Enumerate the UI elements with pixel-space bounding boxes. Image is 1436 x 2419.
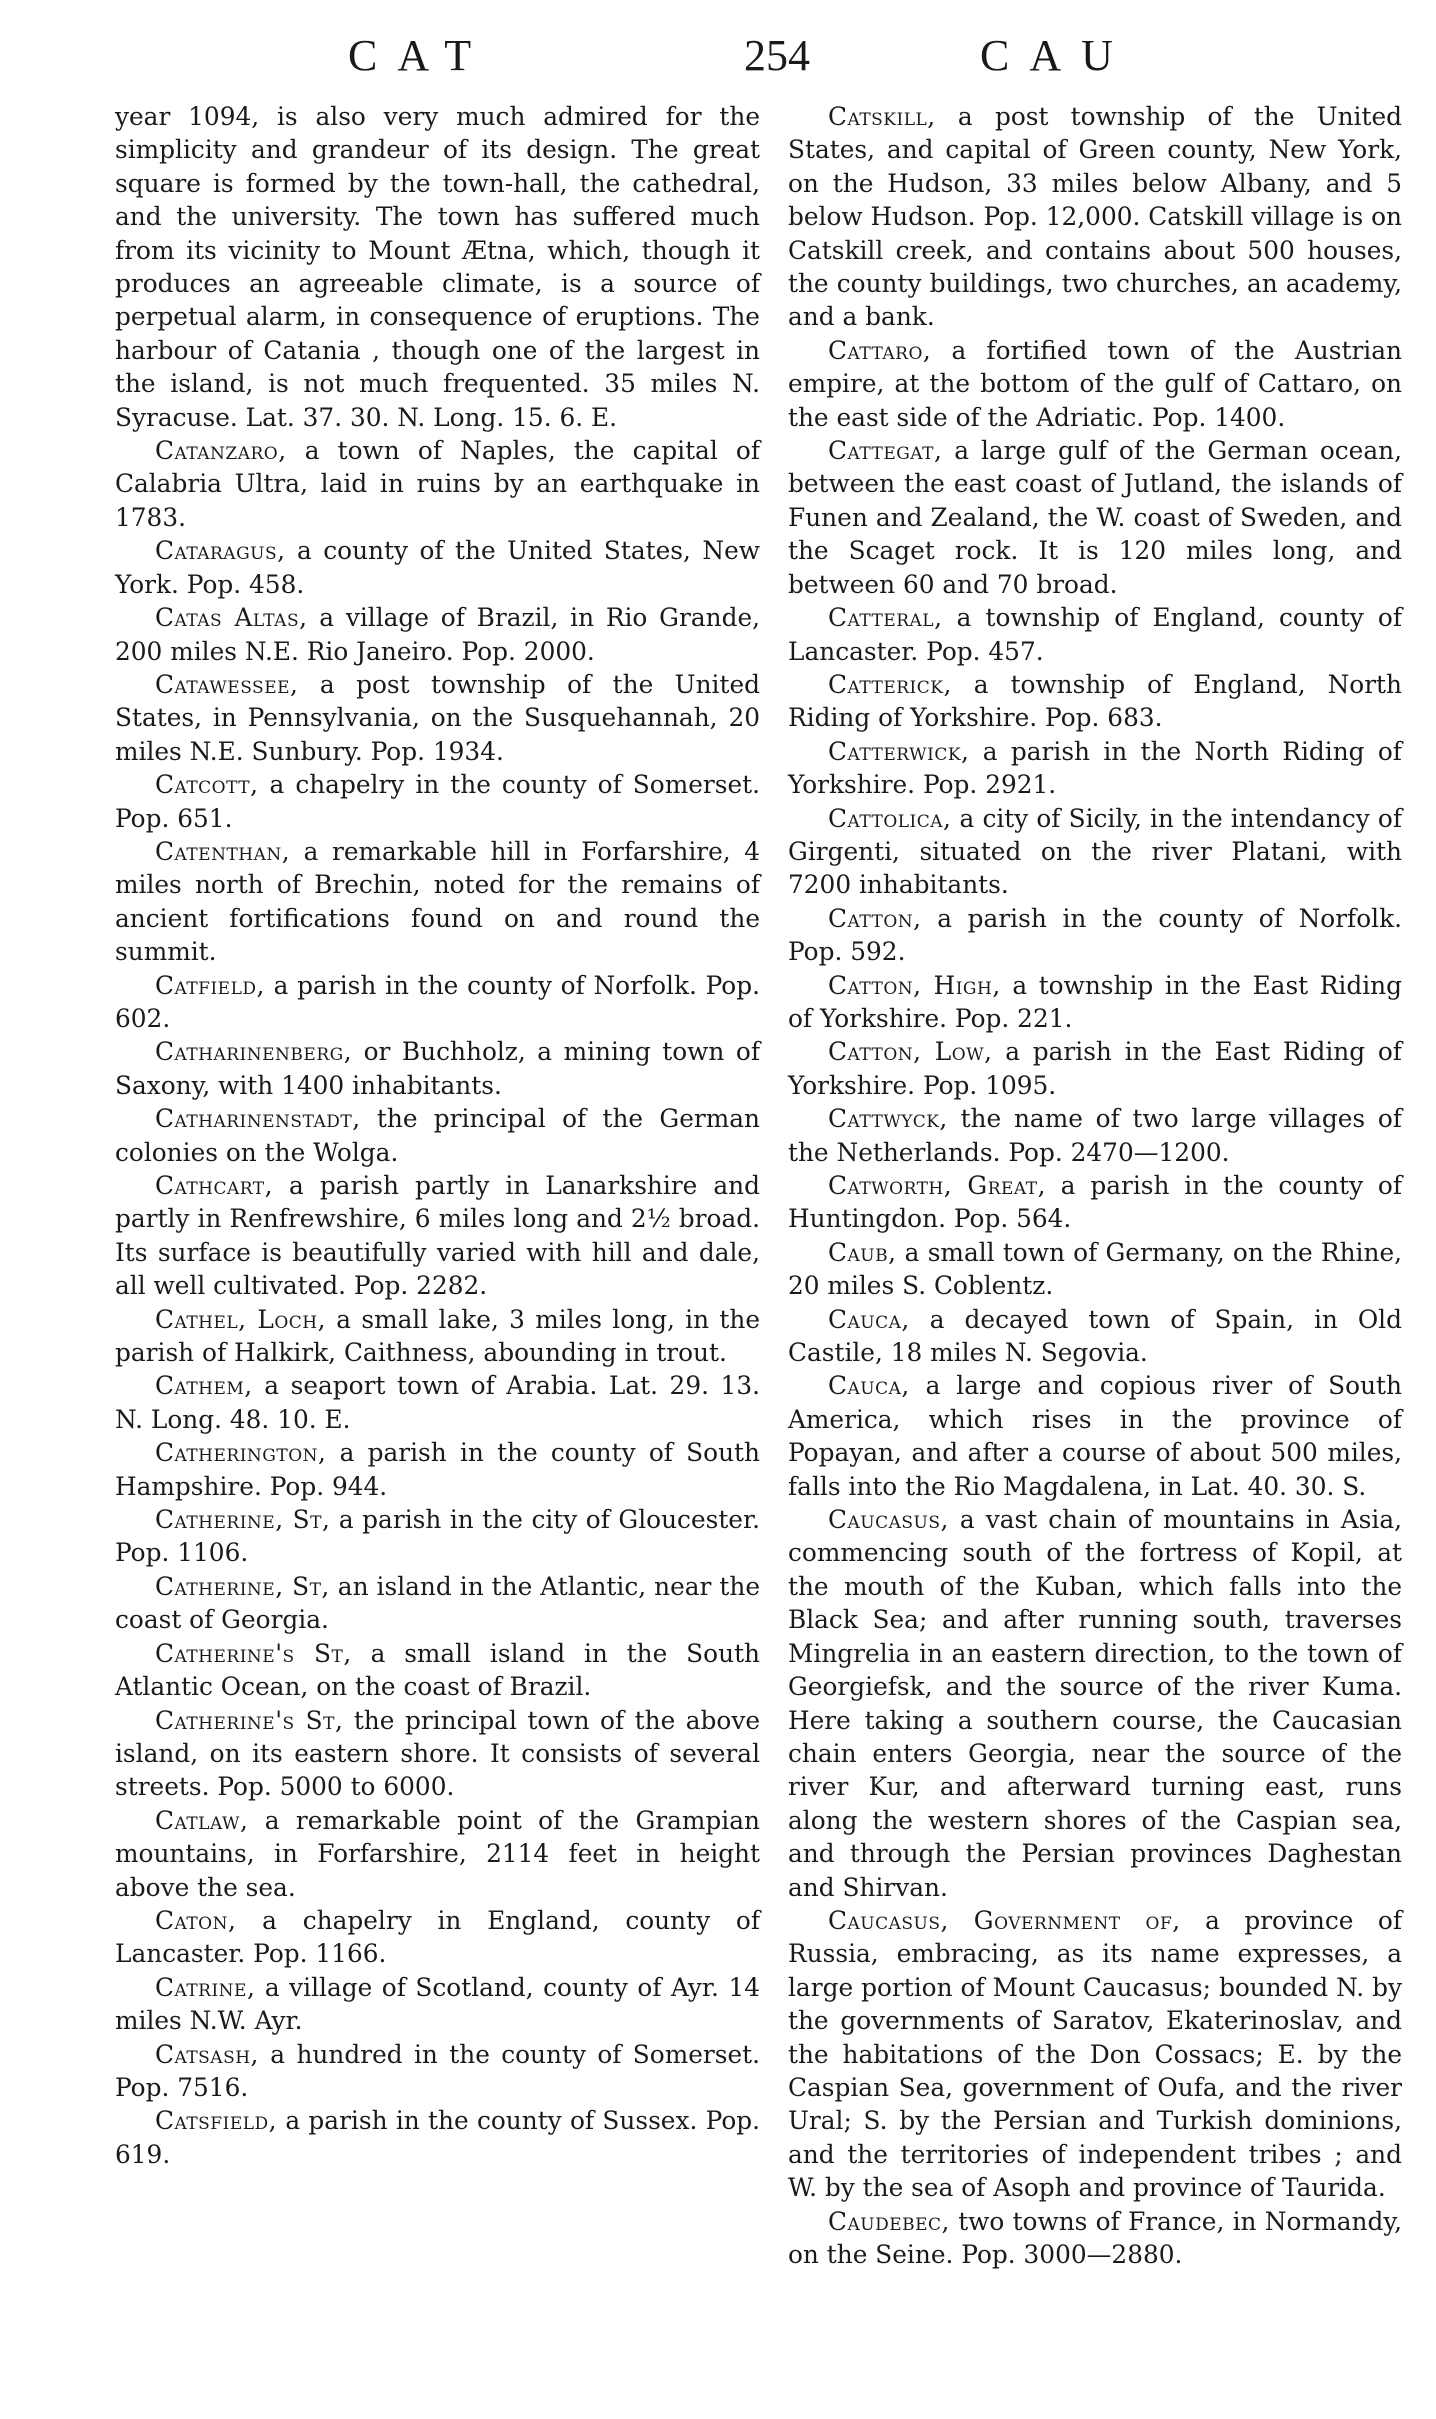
gazetteer-entry (115, 1570, 760, 1637)
gazetteer-entry (115, 969, 760, 1036)
gazetteer-entry (788, 1035, 1402, 1102)
right-column (788, 100, 1402, 2271)
entry-text: a province of Russia, embracing, as its name expresses, a large portion of Mount Caucasus; bounded N. by the governments of Saratov, Ekaterinoslav, and the habitations of the Don Cossacs; E. by the Caspian Sea, government of Oufa, and the river Ural; S. by the Persian and Turkish dominions, and the territories of independent tribes ; and W. by the sea of Asoph and province of Taurida. (788, 1905, 1402, 2203)
entry-text: a parish in the city of Gloucester. Pop. 1106. (115, 1505, 760, 1568)
entry-text: a remarkable hill in Forfarshire, 4 miles north of Brechin, noted for the remains of ancient fortifications found on and round the summit. (115, 836, 760, 967)
entry-headword: Caub, (828, 1237, 897, 1267)
entry-headword: Caton, (155, 1905, 237, 1935)
entry-headword: Catcott, (155, 770, 259, 800)
entry-text: a fortified town of the Austrian empire, at the bottom of the gulf of Cattaro, on the east side of the Adriatic. Pop. 1400. (788, 335, 1402, 432)
left-column (115, 100, 760, 2171)
entry-headword: Catharinenberg, (155, 1037, 353, 1067)
entry-headword: Catherine's St, (155, 1705, 344, 1735)
entry-text: a township in the East Riding of Yorkshire. Pop. 221. (788, 970, 1402, 1033)
entry-text: a township of England, county of Lancaster. Pop. 457. (788, 603, 1402, 666)
gazetteer-entry (115, 668, 760, 768)
gazetteer-entry (788, 1236, 1402, 1303)
entry-text: a parish in the county of Norfolk. Pop. 602. (115, 970, 760, 1033)
entry-headword: Caucasus, Government of, (828, 1905, 1181, 1935)
entry-text: a large and copious river of South America, which rises in the province of Popayan, and after a course of about 500 miles, falls into the Rio Magdalena, in Lat. 40. 30. S. (788, 1371, 1402, 1501)
entry-headword: Caucasus, (828, 1505, 949, 1535)
page-number: 254 (744, 31, 810, 80)
entry-headword: Cattegat, (828, 436, 943, 466)
entry-text: a small island in the South Atlantic Ocean, on the coast of Brazil. (115, 1638, 760, 1702)
gazetteer-entry (115, 1637, 760, 1704)
entry-text: the name of two large villages of the Netherlands. Pop. 2470—1200. (788, 1104, 1402, 1167)
gazetteer-entry (788, 1904, 1402, 2205)
gazetteer-entry (115, 1503, 760, 1570)
entry-text: a village of Brazil, in Rio Grande, 200 miles N.E. Rio Janeiro. Pop. 2000. (115, 603, 760, 666)
entry-headword: Cauca, (828, 1304, 910, 1334)
gazetteer-entry (788, 1303, 1402, 1370)
gazetteer-entry (115, 100, 760, 434)
entry-headword: Cathcart, (155, 1171, 273, 1200)
entry-text: a parish in the county of Huntingdon. Pop. 564. (788, 1171, 1402, 1234)
entry-text: a parish in the East Riding of Yorkshire. Pop. 1095. (788, 1037, 1402, 1100)
gazetteer-entry (788, 434, 1402, 601)
gazetteer-entry (115, 434, 760, 534)
entry-text: an island in the Atlantic, near the coast of Georgia. (115, 1571, 760, 1635)
entry-headword: Caudebec, (828, 2206, 950, 2236)
entry-text: year 1094, is also very much admired for the simplicity and grandeur of its design. The great square is formed by the town-hall, the cathedral, and the university. The town has suffered much from its vicinity to Mount Ætna, which, though it produces an agreeable climate, is a source of perpetual alarm, in consequence of eruptions. The harbour of Catania , though one of the largest in the island, is not much frequented. 35 miles N. Syracuse. Lat. 37. 30. N. Long. 15. 6. E. (115, 102, 760, 432)
entry-text: a chapelry in the county of Somerset. Pop. 651. (115, 770, 760, 833)
gazetteer-entry (115, 835, 760, 969)
entry-headword: Catfield, (155, 970, 265, 1000)
gazetteer-entry (115, 1804, 760, 1904)
gazetteer-entry (115, 1369, 760, 1436)
gazetteer-entry (788, 100, 1402, 334)
entry-headword: Catterwick, (828, 736, 970, 766)
gazetteer-entry (788, 735, 1402, 802)
entry-text: a parish partly in Lanarkshire and partly in Renfrewshire, 6 miles long and 2½ broad. Its surface is beautifully varied with hill and dale, all well cultivated. Pop. 2282. (115, 1171, 760, 1301)
gazetteer-entry (788, 1102, 1402, 1169)
gazetteer-entry (788, 601, 1402, 668)
entry-text: a decayed town of Spain, in Old Castile, 18 miles N. Segovia. (788, 1304, 1402, 1368)
header-right-guideword: CAU (980, 31, 1133, 80)
entry-headword: Cauca, (828, 1371, 910, 1401)
gazetteer-entry (115, 534, 760, 601)
entry-text: or Buchholz, a mining town of Saxony, with 1400 inhabitants. (115, 1037, 760, 1100)
gazetteer-entry (788, 2205, 1402, 2272)
entry-text: a county of the United States, New York. Pop. 458. (115, 536, 760, 599)
entry-headword: Catton, High, (828, 970, 1001, 1000)
entry-headword: Catherington, (155, 1438, 327, 1468)
entry-text: a vast chain of mountains in Asia, commencing south of the fortress of Kopil, at the mouth of the Kuban, which falls into the Black Sea; and after running south, traverses Mingrelia in an eastern direction, to the town of Georgiefsk, and the source of the river Kuma. Here taking a southern course, the Caucasian chain enters Georgia, near the source of the river Kur, and afterward turning east, runs along the western shores of the Caspian sea, and through the Persian provinces Daghestan and Shirvan. (788, 1505, 1402, 1902)
entry-headword: Catterick, (828, 669, 952, 699)
gazetteer-entry (115, 1904, 760, 1971)
gazetteer-entry (788, 1169, 1402, 1236)
entry-text: a post township of the United States, and capital of Green county, New York, on the Hudson, 33 miles below Albany, and 5 below Hudson. Pop. 12,000. Catskill village is on Catskill creek, and contains about 500 houses, the county buildings, two churches, an academy, and a bank. (788, 102, 1402, 332)
entry-headword: Cataragus, (155, 536, 286, 566)
entry-headword: Catenthan, (155, 836, 291, 866)
entry-headword: Catsfield, (155, 2106, 278, 2136)
entry-headword: Catton, (828, 903, 922, 933)
entry-headword: Catawessee, (155, 669, 299, 699)
entry-headword: Catlaw, (155, 1805, 249, 1835)
gazetteer-entry (115, 768, 760, 835)
entry-text: a post township of the United States, in Pennsylvania, on the Susquehannah, 20 miles N.E. Sunbury. Pop. 1934. (115, 669, 760, 766)
gazetteer-entry (788, 1369, 1402, 1503)
entry-text: a large gulf of the German ocean, between the east coast of Jutland, the islands of Funen and Zealand, the W. coast of Sweden, and the Scaget rock. It is 120 miles long, and between 60 and 70 broad. (788, 436, 1402, 599)
entry-text: two towns of France, in Normandy, on the Seine. Pop. 3000—2880. (788, 2206, 1402, 2269)
header-left-guideword: CAT (348, 31, 492, 80)
entry-text: a small lake, 3 miles long, in the parish of Halkirk, Caithness, abounding in trout. (115, 1304, 760, 1368)
entry-headword: Catanzaro, (155, 436, 287, 466)
entry-headword: Catherine, St, (155, 1571, 330, 1601)
entry-headword: Cattwyck, (828, 1104, 948, 1134)
gazetteer-entry (788, 969, 1402, 1036)
gazetteer-entry (115, 1436, 760, 1503)
gazetteer-entry (788, 668, 1402, 735)
entry-headword: Catskill, (828, 102, 936, 131)
gazetteer-entry (788, 902, 1402, 969)
entry-headword: Catherine, St, (155, 1505, 331, 1535)
entry-text: the principal town of the above island, on its eastern shore. It consists of several streets. Pop. 5000 to 6000. (115, 1705, 761, 1802)
entry-text: a township of England, North Riding of Yorkshire. Pop. 683. (788, 669, 1402, 733)
gazetteer-entry (115, 1704, 760, 1804)
text-columns (0, 100, 1436, 2400)
gazetteer-entry (788, 1503, 1402, 1904)
entry-headword: Catharinenstadt, (155, 1104, 361, 1134)
gazetteer-entry (115, 1035, 760, 1102)
entry-headword: Cattaro, (828, 335, 932, 365)
entry-headword: Catteral, (828, 603, 943, 633)
gazetteer-entry (115, 1303, 760, 1370)
entry-headword: Catas Altas, (155, 603, 308, 633)
entry-text: a remarkable point of the Grampian mountains, in Forfarshire, 2114 feet in height above the sea. (115, 1805, 760, 1902)
gazetteer-entry (115, 1971, 760, 2038)
entry-headword: Cathel, Loch, (155, 1304, 326, 1334)
gazetteer-entry (115, 601, 760, 668)
gazetteer-entry (115, 1169, 760, 1303)
entry-text: a small town of Germany, on the Rhine, 20 miles S. Coblentz. (788, 1237, 1402, 1301)
entry-text: a parish in the county of South Hampshire. Pop. 944. (115, 1438, 760, 1501)
entry-headword: Cathem, (155, 1371, 253, 1401)
entry-text: a chapelry in England, county of Lancaster. Pop. 1166. (115, 1905, 760, 1969)
entry-headword: Catworth, Great, (828, 1171, 1046, 1200)
gazetteer-entry (788, 802, 1402, 902)
running-header (100, 30, 1340, 90)
entry-headword: Catsash, (155, 2039, 259, 2069)
entry-text: a city of Sicily, in the intendancy of Girgenti, situated on the river Platani, with 7200 inhabitants. (788, 803, 1402, 900)
entry-text: a parish in the county of Norfolk. Pop. 592. (788, 903, 1402, 967)
entry-text: a seaport town of Arabia. Lat. 29. 13. N. Long. 48. 10. E. (115, 1371, 760, 1434)
entry-text: the principal of the German colonies on the Wolga. (115, 1104, 760, 1167)
gazetteer-entry (115, 1102, 760, 1169)
entry-text: a hundred in the county of Somerset. Pop. 7516. (115, 2039, 760, 2102)
entry-text: a parish in the North Riding of Yorkshire. Pop. 2921. (788, 736, 1402, 800)
gazetteer-entry (115, 2104, 760, 2171)
entry-headword: Cattolica, (828, 803, 952, 833)
entry-text: a village of Scotland, county of Ayr. 14 miles N.W. Ayr. (115, 1972, 760, 2036)
entry-text: a town of Naples, the capital of Calabria Ultra, laid in ruins by an earthquake in 1783. (115, 436, 760, 532)
entry-headword: Catrine, (155, 1972, 256, 2002)
gazetteer-entry (115, 2038, 760, 2105)
entry-headword: Catherine's St, (155, 1638, 352, 1668)
entry-headword: Catton, Low, (828, 1037, 993, 1067)
gazetteer-entry (788, 334, 1402, 434)
entry-text: a parish in the county of Sussex. Pop. 619. (115, 2106, 760, 2169)
